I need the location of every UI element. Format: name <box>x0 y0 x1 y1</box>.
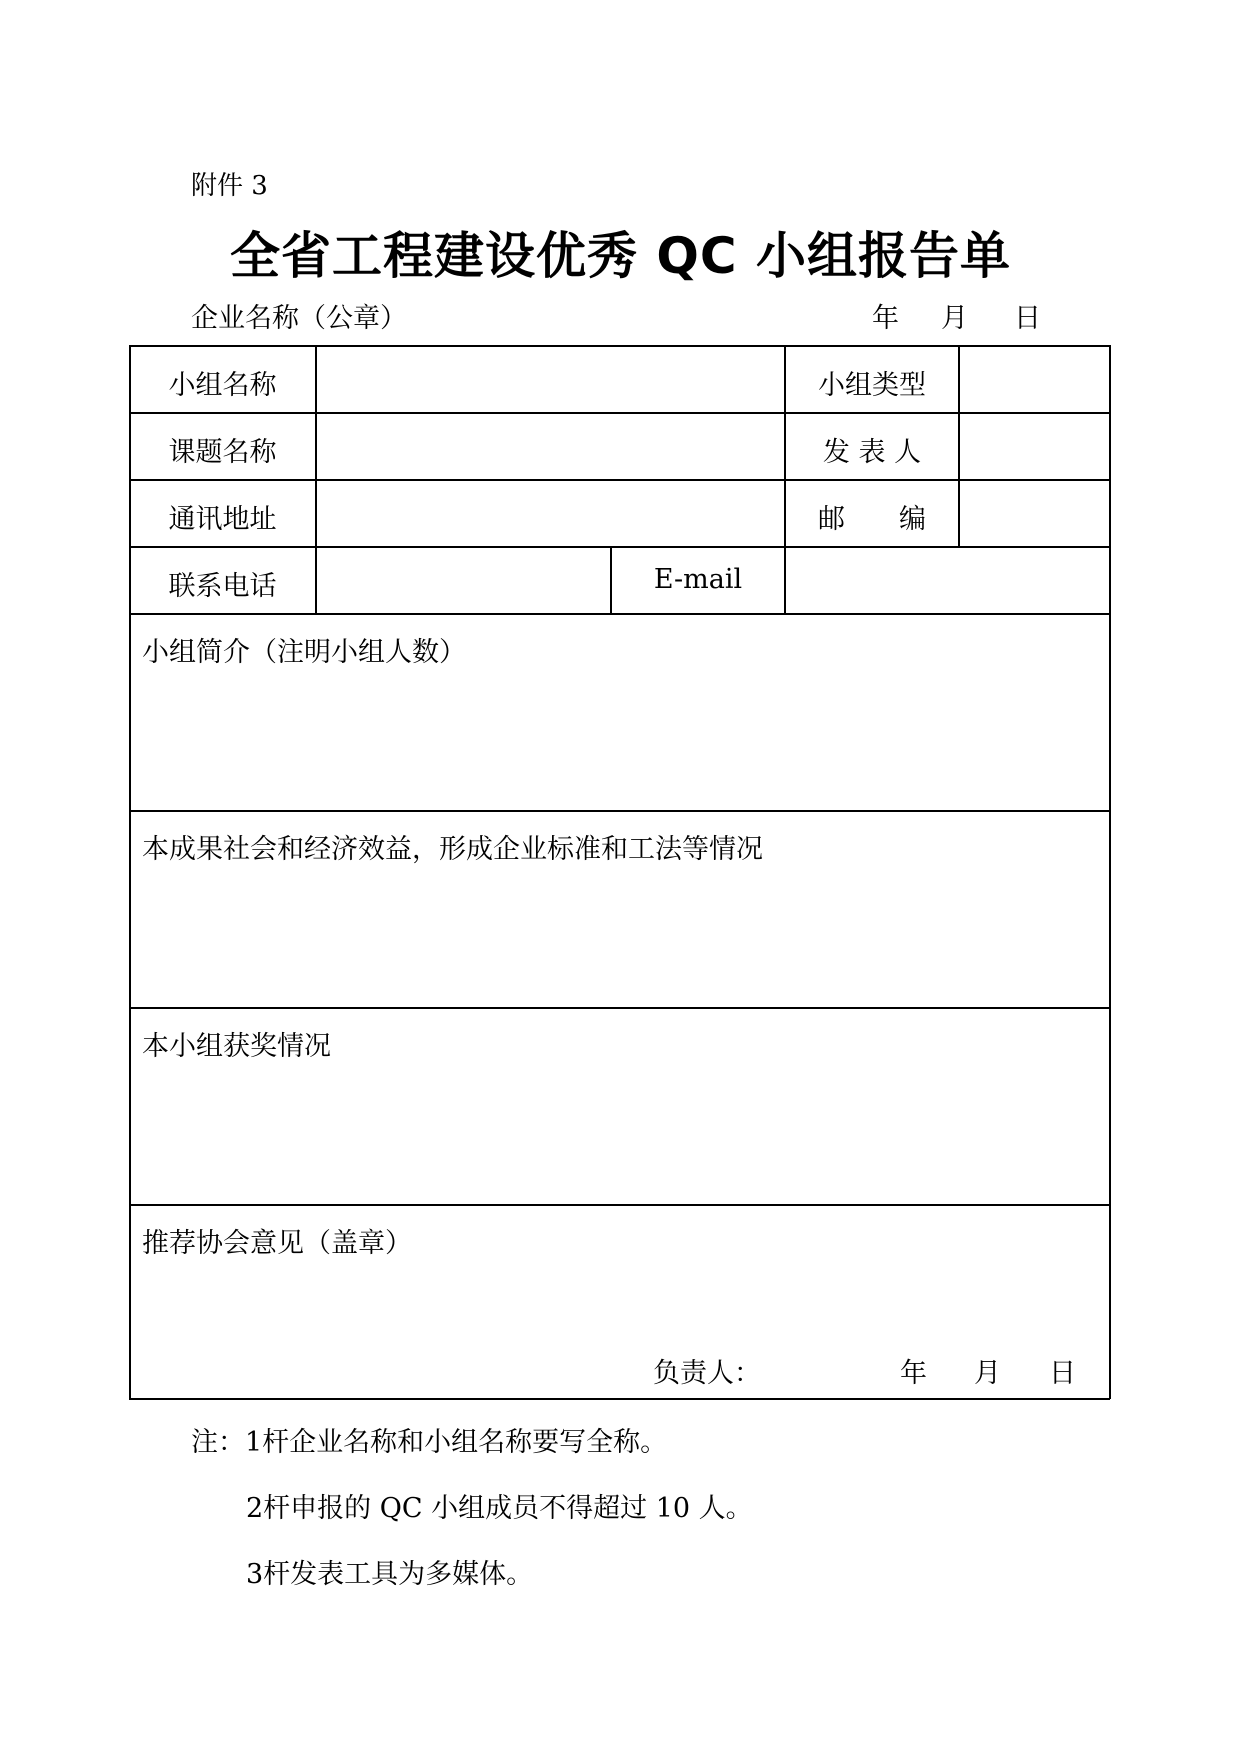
benefit-field[interactable] <box>131 862 1108 1006</box>
presenter-label: 发 表 人 <box>822 437 922 468</box>
note-2: 2杆申报的 QC 小组成员不得超过 10 人。 <box>246 1493 753 1524</box>
sign-month: 月 <box>974 1358 1001 1389</box>
sign-day: 日 <box>1049 1358 1076 1389</box>
header-date <box>872 296 1041 335</box>
attachment-label: 附件 3 <box>191 171 268 201</box>
phone-label: 联系电话 <box>168 571 277 602</box>
responsible-label: 负责人： <box>653 1358 761 1389</box>
phone-field[interactable] <box>317 548 609 612</box>
header-year: 年 <box>872 303 899 334</box>
topic-name-field[interactable] <box>317 414 783 478</box>
group-intro-label: 小组简介（注明小组人数） <box>142 637 466 668</box>
report-form <box>129 345 1110 1399</box>
header-month: 月 <box>941 303 968 334</box>
awards-field[interactable] <box>131 1059 1108 1203</box>
header-day: 日 <box>1014 303 1041 334</box>
address-label: 通讯地址 <box>168 504 277 535</box>
sign-year: 年 <box>900 1358 927 1389</box>
presenter-field[interactable] <box>960 414 1108 478</box>
benefit-label: 本成果社会和经济效益，形成企业标准和工法等情况 <box>142 834 763 865</box>
group-name-label: 小组名称 <box>168 370 277 401</box>
association-opinion-label: 推荐协会意见（盖章） <box>142 1228 412 1259</box>
group-type-label: 小组类型 <box>818 370 926 401</box>
group-type-field[interactable] <box>960 347 1108 411</box>
page-title: 全省工程建设优秀 QC 小组报告单 <box>229 227 1011 285</box>
note-1: 注：1杆企业名称和小组名称要写全称。 <box>191 1427 668 1458</box>
email-label: E-mail <box>653 564 743 595</box>
address-field[interactable] <box>317 481 783 545</box>
postcode-label: 邮 编 <box>818 504 926 535</box>
email-field[interactable] <box>786 548 1108 612</box>
group-name-field[interactable] <box>317 347 783 411</box>
note-3: 3杆发表工具为多媒体。 <box>246 1559 534 1590</box>
awards-label: 本小组获奖情况 <box>142 1031 331 1062</box>
postcode-field[interactable] <box>960 481 1108 545</box>
group-intro-field[interactable] <box>131 665 1108 809</box>
company-name-label: 企业名称（公章） <box>191 303 407 334</box>
topic-name-label: 课题名称 <box>168 437 277 468</box>
association-opinion-field[interactable] <box>131 1256 1108 1356</box>
